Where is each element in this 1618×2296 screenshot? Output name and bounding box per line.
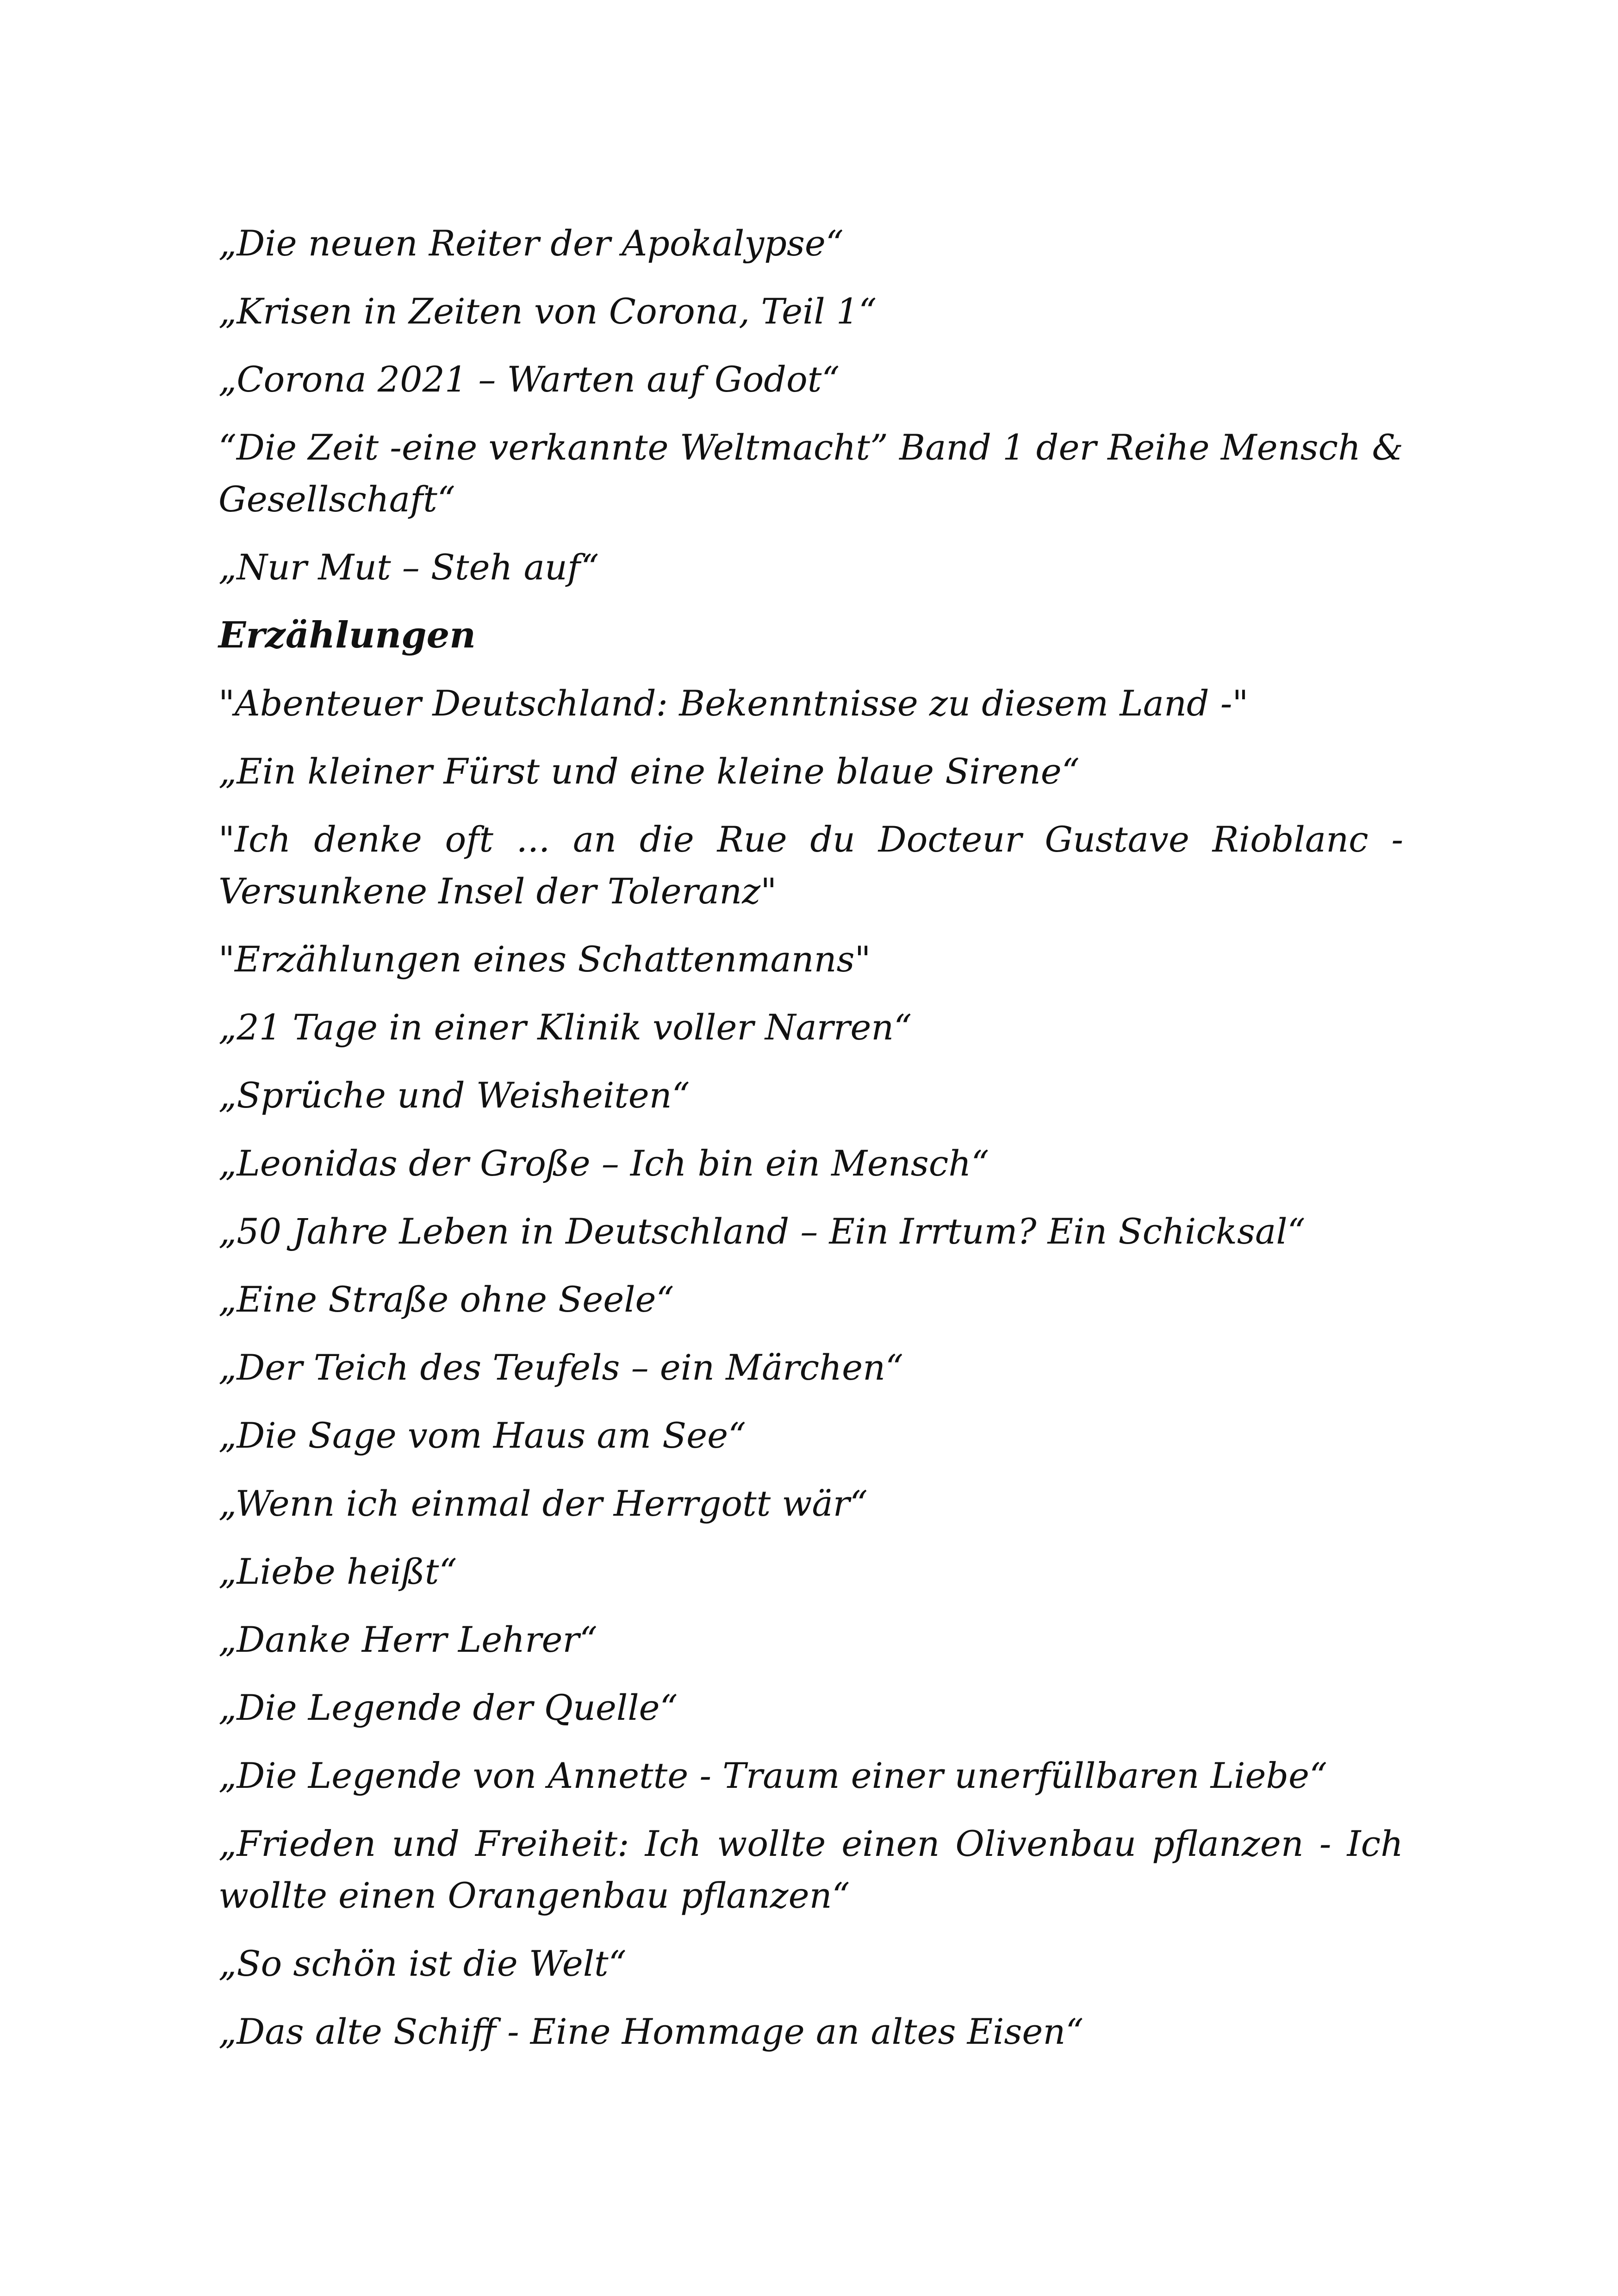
title-entry: “Die Zeit -eine verkannte Weltmacht” Band 1 der Reihe Mensch & Gesellschaft“ bbox=[218, 427, 1403, 520]
story-entry: „Wenn ich einmal der Herrgott wär“ bbox=[218, 1483, 868, 1524]
story-entry: „So schön ist die Welt“ bbox=[218, 1943, 627, 1984]
story-entry: „Eine Straße ohne Seele“ bbox=[218, 1279, 674, 1320]
story-entry: "Erzählungen eines Schattenmanns" bbox=[218, 939, 871, 980]
document-content bbox=[218, 218, 1403, 2074]
story-entry: „21 Tage in einer Klinik voller Narren“ bbox=[218, 1007, 912, 1048]
story-entry: „Liebe heißt“ bbox=[218, 1551, 457, 1592]
section-heading: Erzählungen bbox=[218, 614, 476, 656]
story-entry: „Die Legende der Quelle“ bbox=[218, 1687, 678, 1728]
story-entry: „Frieden und Freiheit: Ich wollte einen Olivenbau pflanzen - Ich wollte einen Orangenbau pflanzen“ bbox=[218, 1823, 1403, 1916]
story-entry: „Ein kleiner Fürst und eine kleine blaue Sirene“ bbox=[218, 751, 1080, 792]
story-entry: „Die Legende von Annette - Traum einer unerfüllbaren Liebe“ bbox=[218, 1755, 1327, 1796]
title-entry: „Die neuen Reiter der Apokalypse“ bbox=[218, 223, 844, 264]
story-entry: „50 Jahre Leben in Deutschland – Ein Irrtum? Ein Schicksal“ bbox=[218, 1211, 1306, 1252]
story-entry: „Das alte Schiff - Eine Hommage an altes Eisen“ bbox=[218, 2011, 1084, 2052]
story-entry: „Danke Herr Lehrer“ bbox=[218, 1619, 597, 1660]
story-entry: „Leonidas der Große – Ich bin ein Mensch“ bbox=[218, 1143, 989, 1184]
story-entry: „Der Teich des Teufels – ein Märchen“ bbox=[218, 1347, 903, 1388]
story-entry: "Ich denke oft ... an die Rue du Docteur Gustave Rioblanc - Versunkene Insel der Toleranz" bbox=[218, 819, 1403, 912]
story-entry: „Sprüche und Weisheiten“ bbox=[218, 1075, 690, 1116]
title-entry: „Krisen in Zeiten von Corona, Teil 1“ bbox=[218, 291, 877, 332]
story-entry: "Abenteuer Deutschland: Bekenntnisse zu diesem Land -" bbox=[218, 683, 1249, 724]
title-entry: „Nur Mut – Steh auf“ bbox=[218, 547, 599, 588]
title-entry: „Corona 2021 – Warten auf Godot“ bbox=[218, 359, 840, 400]
story-entry: „Die Sage vom Haus am See“ bbox=[218, 1415, 746, 1456]
